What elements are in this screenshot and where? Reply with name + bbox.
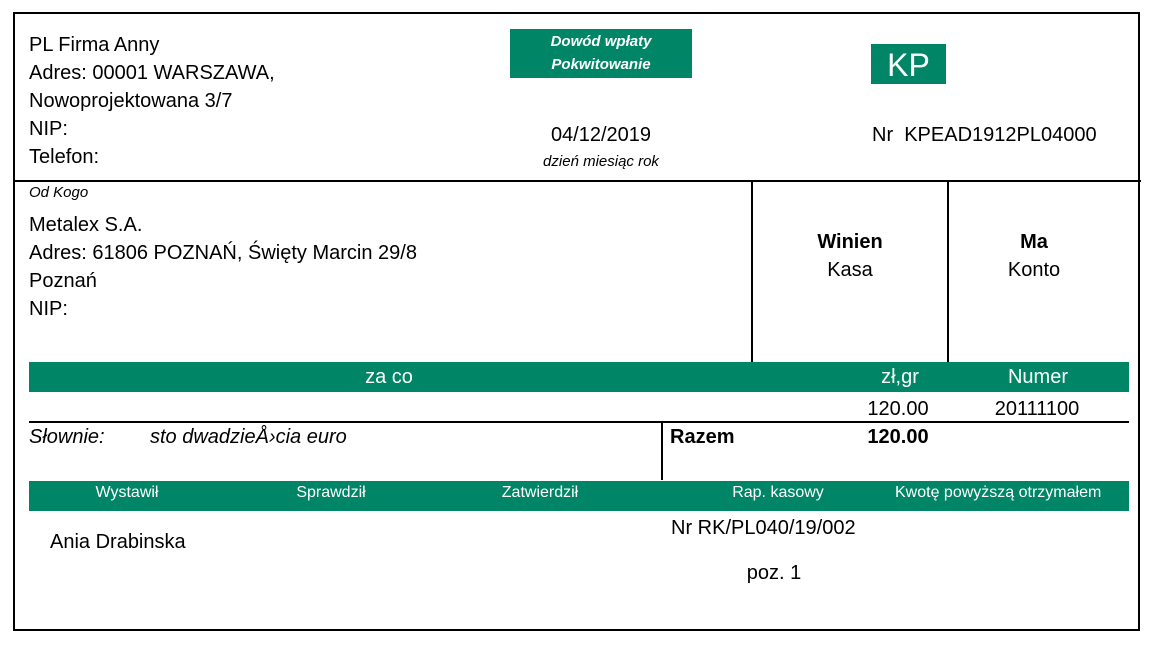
seller-name: PL Firma Anny — [29, 34, 160, 56]
item-number: 20111100 — [994, 398, 1080, 420]
credit-block — [949, 228, 1119, 284]
seller-address-line1: Adres: 00001 WARSZAWA, — [29, 62, 275, 84]
footer-checked: Sprawdził — [296, 484, 366, 501]
header-divider — [14, 180, 1141, 182]
item-amount: 120.00 — [867, 398, 929, 420]
credit-label: Ma — [1020, 231, 1048, 253]
credit-value: Konto — [1007, 259, 1061, 281]
items-header-amount: zł,gr — [881, 366, 919, 388]
footer-cash-report: Rap. kasowy — [732, 484, 824, 501]
total-value: 120.00 — [867, 426, 929, 448]
words-value: sto dwadzieÅ›cia euro — [150, 426, 347, 448]
footer-issued: Wystawił — [95, 484, 159, 501]
doc-type-line2: Pokwitowanie — [551, 56, 651, 73]
footer-approved: Zatwierdził — [501, 484, 579, 501]
doc-type-banner — [510, 29, 692, 78]
from-city: Poznań — [29, 270, 97, 292]
debit-value: Kasa — [827, 259, 873, 281]
seller-block — [29, 31, 275, 171]
report-number: Nr RK/PL040/19/002 — [671, 517, 856, 539]
total-label: Razem — [670, 426, 735, 448]
items-header-desc: za co — [365, 366, 413, 388]
seller-nip: NIP: — [29, 118, 68, 140]
date-caption: dzień miesiąc rok — [543, 153, 659, 170]
words-label: Słownie: — [29, 426, 105, 448]
from-name: Metalex S.A. — [29, 214, 143, 236]
from-nip: NIP: — [29, 298, 68, 320]
debit-label: Winien — [817, 231, 883, 253]
items-header-number: Numer — [1007, 366, 1068, 388]
report-position: poz. 1 — [746, 562, 802, 584]
from-address: Adres: 61806 POZNAŃ, Święty Marcin 29/8 — [29, 242, 417, 264]
from-label: Od Kogo — [29, 184, 89, 201]
doc-code-badge: KP — [871, 44, 946, 84]
debit-block — [753, 228, 947, 284]
seller-phone: Telefon: — [29, 146, 100, 168]
date-value: 04/12/2019 — [550, 124, 652, 146]
total-divider — [661, 422, 663, 480]
issued-by: Ania Drabinska — [50, 531, 186, 553]
doc-type-line1: Dowód wpłaty — [550, 33, 652, 50]
seller-address-line2: Nowoprojektowana 3/7 — [29, 90, 233, 112]
from-block — [29, 211, 417, 323]
footer-received: Kwotę powyższą otrzymałem — [895, 484, 1102, 501]
doc-number: Nr KPEAD1912PL04000 — [872, 124, 1097, 146]
